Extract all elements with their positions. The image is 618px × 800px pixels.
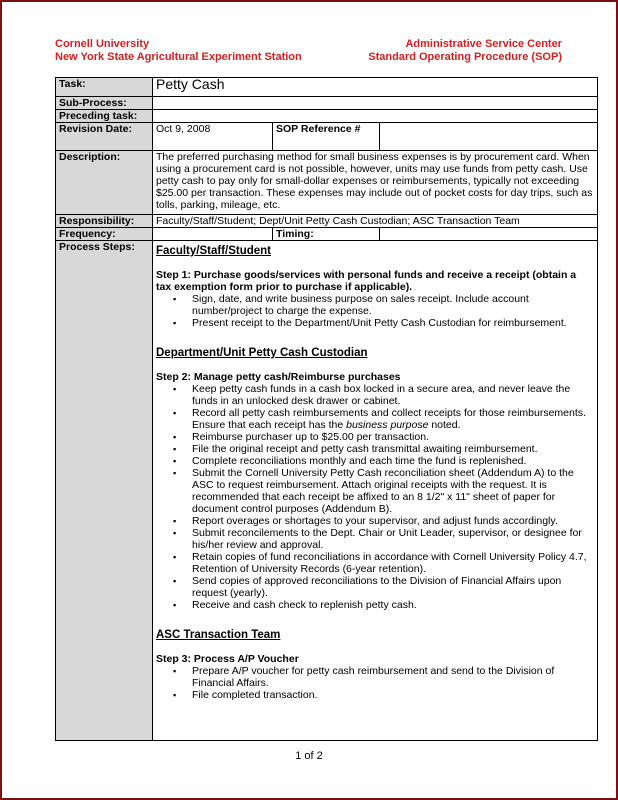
subprocess-label: Sub-Process:	[56, 97, 153, 110]
list-item: ▪ Sign, date, and write business purpose on sales receipt. Include account number/project to charge the expense.	[192, 293, 594, 317]
bullet-list	[156, 383, 594, 611]
preceding-row	[56, 110, 598, 123]
page-number: 1 of 2	[295, 750, 323, 762]
list-item-text: Record all petty cash reimbursements and collect receipts for those reimbursements. Ensure that each receipt has the business purpose noted.	[192, 407, 586, 431]
frequency-value	[153, 228, 273, 241]
revision-value: Oct 9, 2008	[153, 123, 273, 151]
process-steps-row	[56, 241, 598, 741]
sop-reference-value	[380, 123, 598, 151]
process-steps-content	[153, 241, 598, 741]
list-item: ▪ Complete reconciliations monthly and each time the fund is replenished.	[192, 455, 594, 467]
list-item: ▪ Receive and cash check to replenish petty cash.	[192, 599, 594, 611]
process-steps-label: Process Steps:	[56, 241, 153, 741]
bullet-list	[156, 293, 594, 329]
task-label: Task:	[56, 78, 153, 97]
list-item: ▪ Keep petty cash funds in a cash box locked in a secure area, and never leave the funds in an unlocked desk drawer or cabinet.	[192, 383, 594, 407]
bullet-list	[156, 665, 594, 701]
list-item: ▪ File the original receipt and petty cash transmittal awaiting reimbursement.	[192, 443, 594, 455]
section-title: Faculty/Staff/Student	[156, 245, 272, 257]
list-item	[192, 407, 594, 431]
list-item: ▪ Retain copies of fund reconciliations in accordance with Cornell University Policy 4.7, Retention of University Records (6-year retention).	[192, 551, 594, 575]
step-heading: Step 3: Process A/P Voucher	[156, 653, 299, 665]
responsibility-label: Responsibility:	[56, 215, 153, 228]
description-row	[56, 151, 598, 215]
preceding-value	[153, 110, 598, 123]
description-label: Description:	[56, 151, 153, 215]
section-title: Department/Unit Petty Cash Custodian	[156, 347, 368, 359]
sop-title: Standard Operating Procedure (SOP)	[368, 51, 562, 63]
subprocess-value	[153, 97, 598, 110]
step-heading: Step 1: Purchase goods/services with personal funds and receive a receipt (obtain a tax exemption form prior to purchase if applicable).	[156, 269, 577, 293]
list-item: ▪ Submit reconcilements to the Dept. Chair or Unit Leader, supervisor, or designee for his/her review and approval.	[192, 527, 594, 551]
list-item: ▪ Present receipt to the Department/Unit Petty Cash Custodian for reimbursement.	[192, 317, 594, 329]
responsibility-value: Faculty/Staff/Student; Dept/Unit Petty Cash Custodian; ASC Transaction Team	[153, 215, 598, 228]
task-value: Petty Cash	[153, 78, 598, 97]
sop-form-table	[55, 77, 598, 741]
university-name: Cornell University	[55, 38, 150, 50]
header-left	[55, 38, 302, 64]
list-item: ▪ Send copies of approved reconciliations to the Division of Financial Affairs upon request (yearly).	[192, 575, 594, 599]
emphasis: business purpose	[346, 419, 429, 431]
list-item: ▪ Submit the Cornell University Petty Cash reconciliation sheet (Addendum A) to the ASC to request reimbursement. Attach original receipts with the request. It is recommended that each receipt be affixed to an 8 1/2" x 11" sheet of paper for document control purposes (Addendum B).	[192, 467, 594, 515]
preceding-label: Preceding task:	[56, 110, 153, 123]
step-heading: Step 2: Manage petty cash/Reimburse purchases	[156, 371, 401, 383]
description-value: The preferred purchasing method for small business expenses is by procurement card. When using a procurement card is not possible, however, units may use funds from petty cash. Use petty cash to pay only for small-dollar expenses or reimbursements, typically not exceeding $25.00 per transaction. These expenses may include out of pocket costs for day trips, such as tolls, parking, mileage, etc.	[153, 151, 598, 215]
station-name: New York State Agricultural Experiment Station	[55, 51, 302, 63]
list-item: ▪ Prepare A/P voucher for petty cash reimbursement and send to the Division of Financial Affairs.	[192, 665, 594, 689]
revision-row	[56, 123, 598, 151]
header-right	[368, 38, 562, 64]
revision-label: Revision Date:	[56, 123, 153, 151]
timing-value	[380, 228, 598, 241]
frequency-label: Frequency:	[56, 228, 153, 241]
list-item: ▪ Report overages or shortages to your supervisor, and adjust funds accordingly.	[192, 515, 594, 527]
frequency-row	[56, 228, 598, 241]
timing-label: Timing:	[273, 228, 380, 241]
task-row	[56, 78, 598, 97]
responsibility-row	[56, 215, 598, 228]
sop-reference-label: SOP Reference #	[273, 123, 380, 151]
service-center-name: Administrative Service Center	[405, 38, 562, 50]
subprocess-row	[56, 97, 598, 110]
list-item: ▪ Reimburse purchaser up to $25.00 per transaction.	[192, 431, 594, 443]
list-item: ▪ File completed transaction.	[192, 689, 594, 701]
section-title: ASC Transaction Team	[156, 629, 281, 641]
